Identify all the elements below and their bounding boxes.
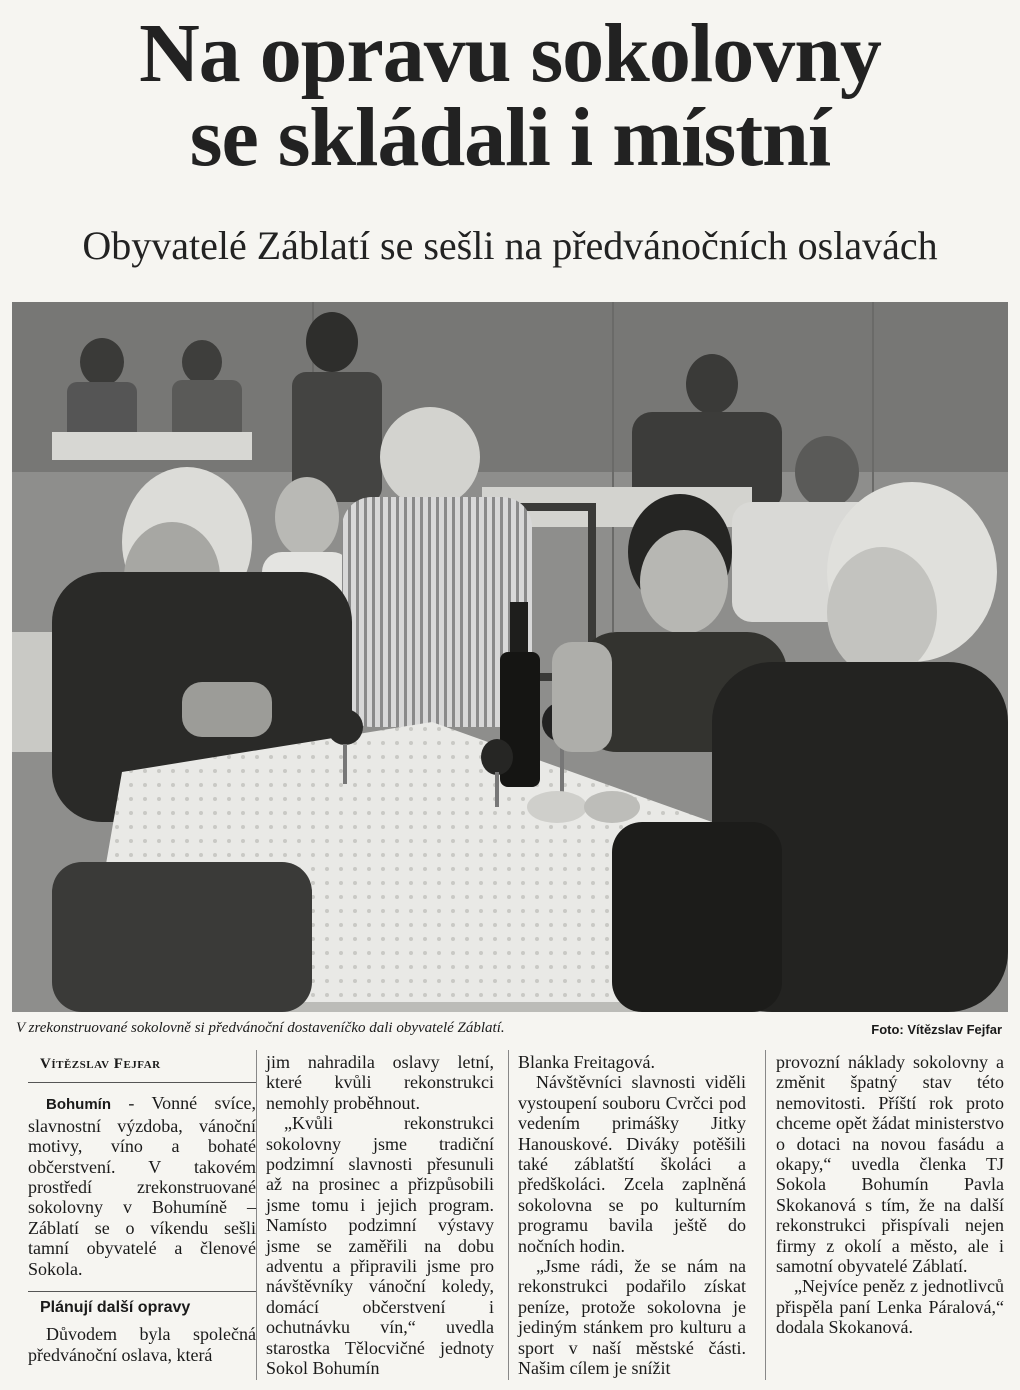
article-column-4	[776, 1052, 1004, 1338]
article-paragraph: „Kvůli rekonstrukci sokolovny jsme tradiční podzimní slavnosti přesunuli až na prosinec a přizpůsobili jsme tomu i jejich program. Namísto podzimní výstavy jsme se zaměřili na dobu adventu a připravili jsme pro návštěvníky vánoční koledy, domácí občerstvení i ochutnávku vín,“ uvedla starostka Tělocvičné jednoty Sokol Bohumín	[266, 1113, 494, 1379]
intro-text: - Vonné svíce, slavnostní výzdoba, vánoční motivy, víno a bohaté občerstvení. V takovém prostředí zrekonstruované sokolovny v Bohumíně – Záblatí se o víkendu sešli tamní obyvatelé a členové Sokola.	[28, 1093, 256, 1279]
byline: Vítězslav Fejfar	[28, 1052, 256, 1083]
article-paragraph: Blanka Freitagová.	[518, 1052, 655, 1072]
headline-line-2: se skládali i místní	[189, 91, 831, 184]
headline	[0, 7, 1020, 184]
section-subtitle: Plánují další opravy	[28, 1291, 256, 1324]
column-divider	[508, 1050, 509, 1380]
subheadline: Obyvatelé Záblatí se sešli na předvánočních oslavách	[82, 223, 938, 268]
article-paragraph: „Nejvíce peněz z jednotlivců přispěla paní Lenka Páralová,“ dodala Skokanová.	[776, 1276, 1004, 1338]
article-column-3	[518, 1052, 746, 1379]
article-column-1	[28, 1052, 256, 1365]
column-divider	[256, 1050, 257, 1380]
article-column-2	[266, 1052, 494, 1379]
article-paragraph: provozní náklady sokolovny a změnit špatný stav této nemovitosti. Příští rok proto chceme opět žádat ministerstvo o dotaci na novou fasádu a okapy,“ uvedla členka TJ Sokola Bohumín Pavla Skokanová s tím, že na další rekonstrukci přispívali nejen firmy z okolí a město, ale i samotní obyvatelé Záblatí.	[776, 1052, 1004, 1277]
article-paragraph: jim nahradila oslavy letní, které kvůli rekonstrukci nemohly proběhnout.	[266, 1052, 494, 1113]
news-photo	[12, 302, 1008, 1012]
headline-line-1: Na opravu sokolovny	[139, 7, 881, 100]
article-paragraph: Návštěvníci slavnosti viděli vystoupení souboru Cvrčci pod vedením primášky Jitky Hanouskové. Diváky potěšili také záblatští školáci a předškoláci. Zcela zaplněná sokolovna se po kulturním programu bavila ještě do nočních hodin.	[518, 1072, 746, 1256]
article-paragraph: Důvodem byla společná předvánoční oslava, která	[28, 1324, 256, 1365]
column-divider	[765, 1050, 766, 1380]
article-paragraph	[28, 1093, 256, 1279]
photo-credit: Foto: Vítězslav Fejfar	[871, 1022, 1002, 1037]
dateline: Bohumín	[46, 1096, 111, 1114]
article-paragraph: „Jsme rádi, že se nám na rekonstrukci podařilo získat peníze, protože sokolovna je jediným stánkem pro kulturu a sport v naší městské části. Našim cílem je snížit	[518, 1256, 746, 1379]
photo-caption: V zrekonstruované sokolovně si předvánoční dostaveníčko dali obyvatelé Záblatí.	[16, 1020, 505, 1036]
